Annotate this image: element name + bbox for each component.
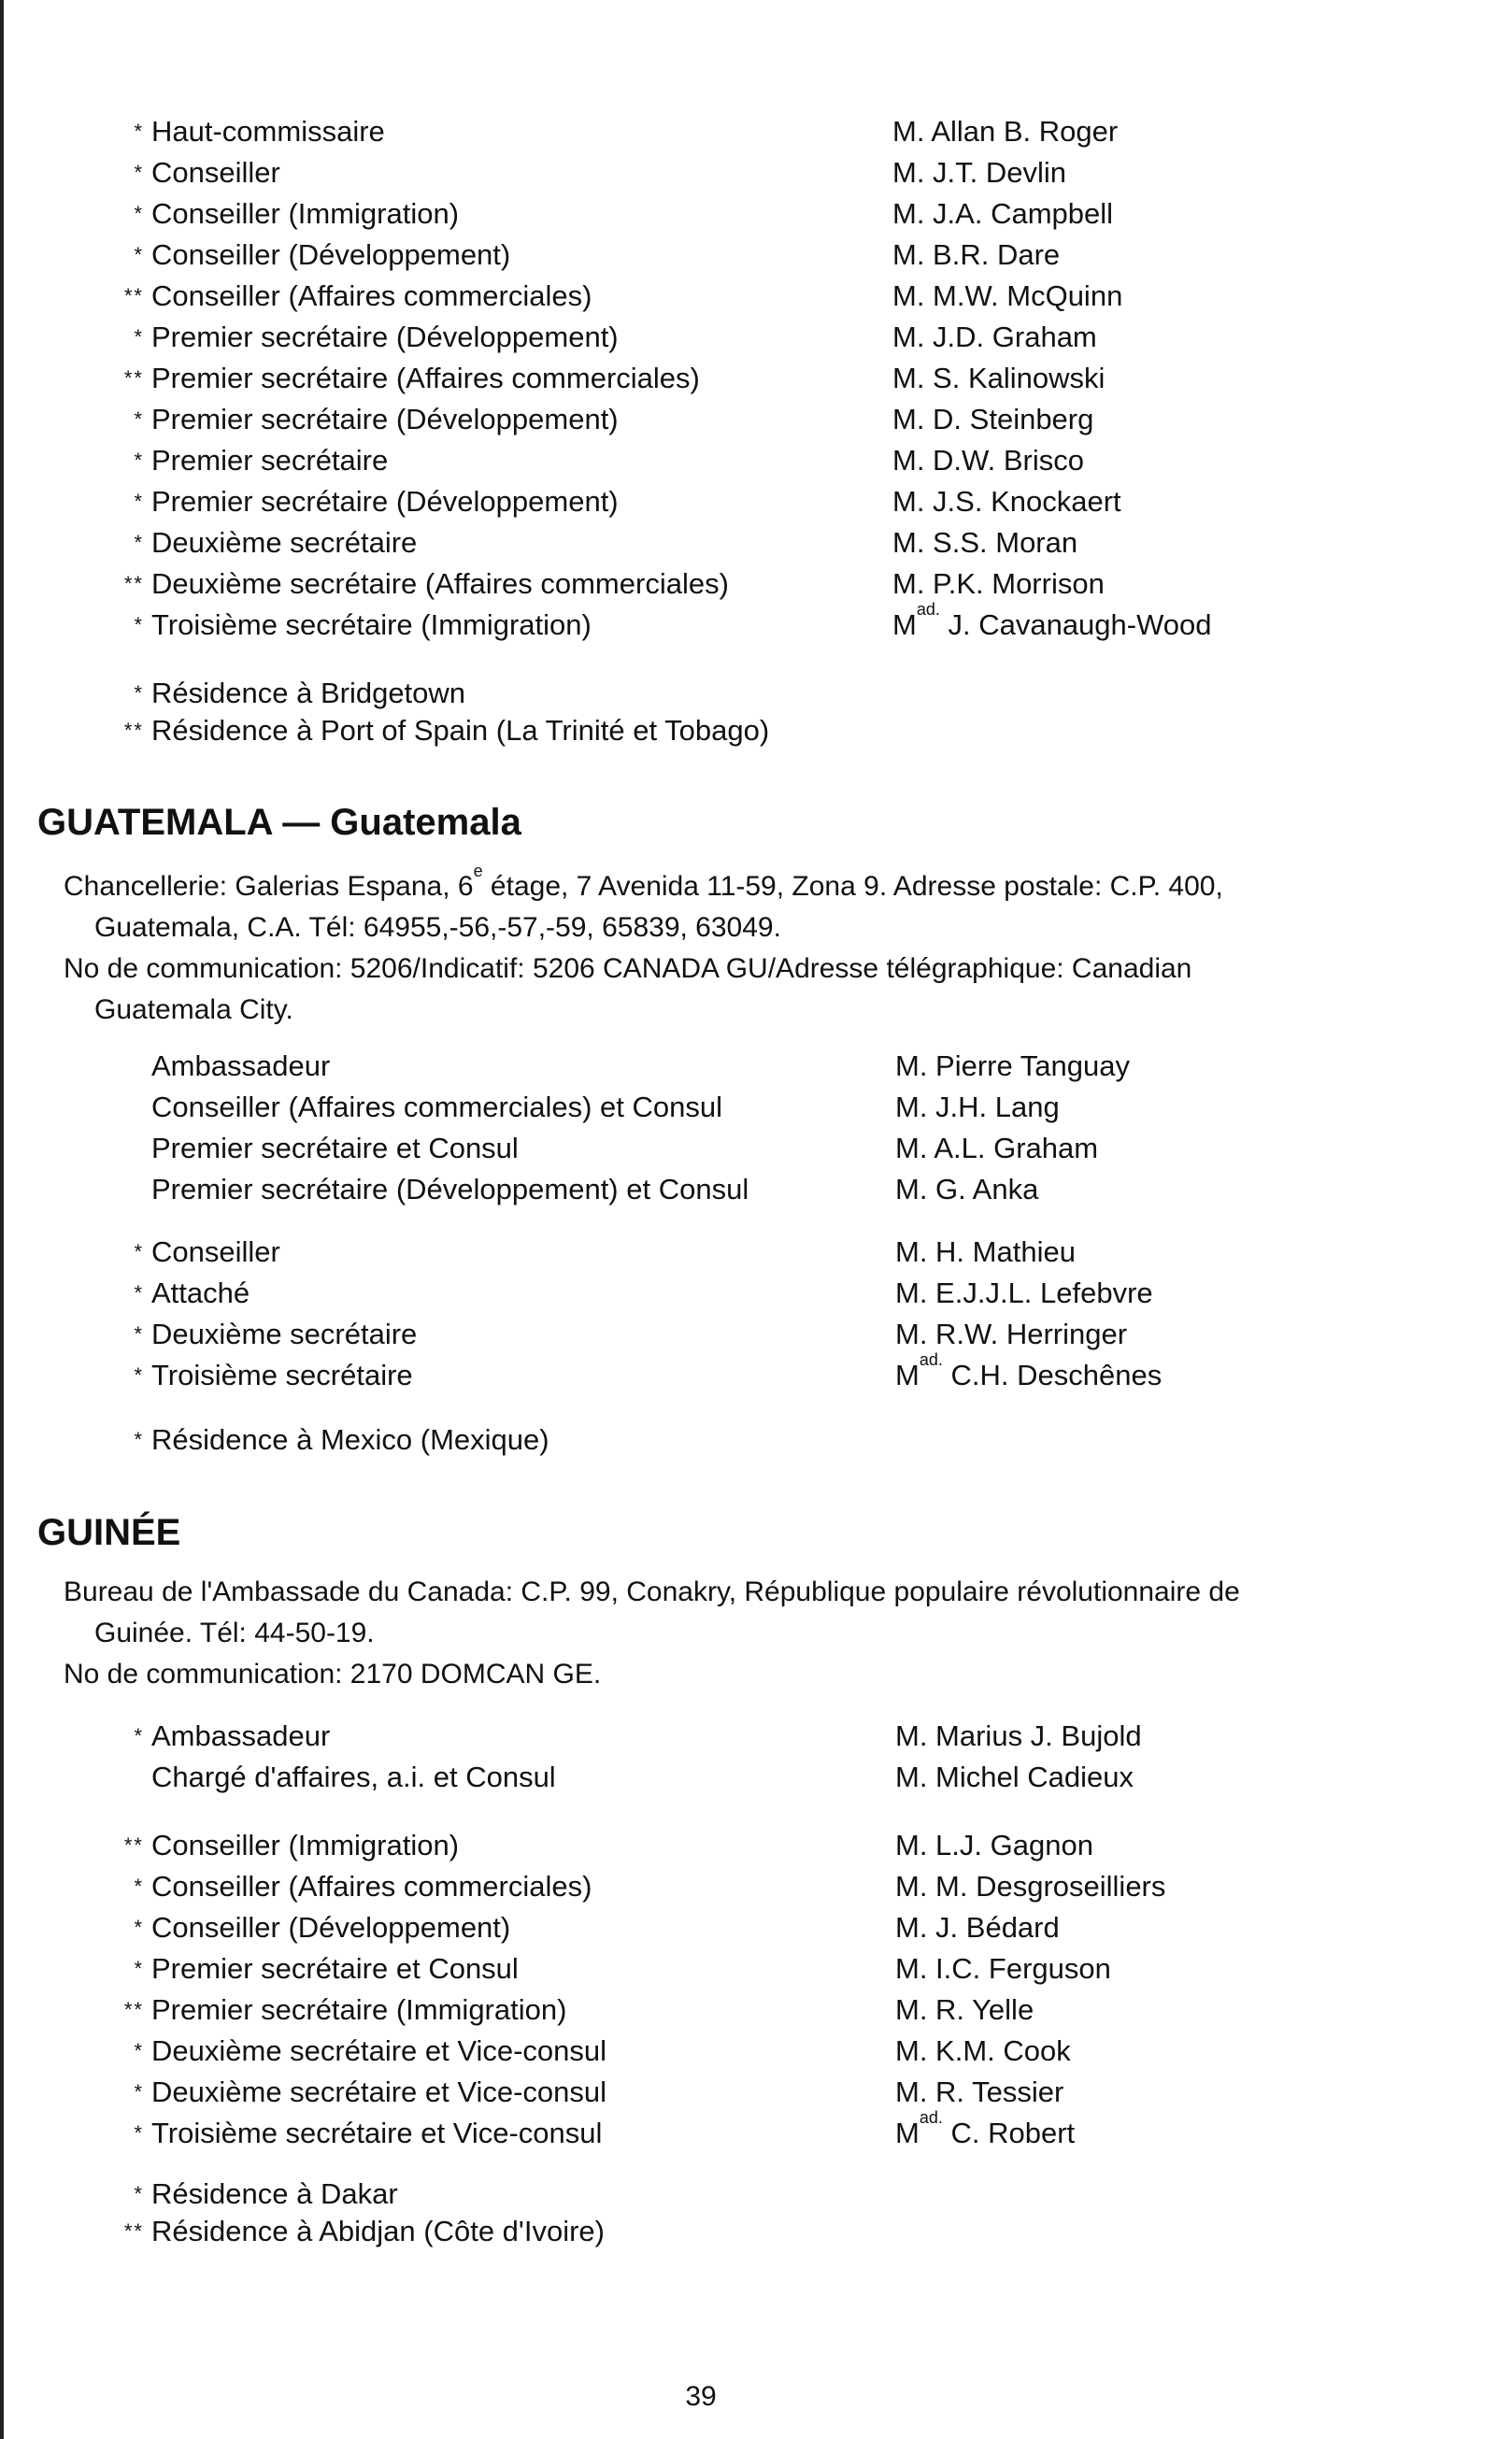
staff-row	[0, 1046, 1512, 1087]
guatemala-residence	[0, 1419, 1512, 1461]
guinee-staff	[0, 1825, 1512, 2154]
staff-row	[0, 1314, 1512, 1355]
staff-title: Conseiller (Développement)	[151, 238, 511, 271]
marker: *	[134, 449, 144, 472]
guinee-residences	[0, 2174, 1512, 2248]
staff-title: Conseiller (Immigration)	[151, 197, 460, 230]
staff-row	[0, 1948, 1512, 1990]
guinee-staff-head	[0, 1716, 1512, 1798]
staff-row	[0, 1716, 1512, 1757]
staff-row	[0, 111, 1512, 152]
staff-title: Premier secrétaire	[151, 444, 389, 477]
marker: *	[134, 2182, 144, 2205]
staff-name: M. R. Tessier	[895, 2075, 1064, 2108]
address-line	[64, 862, 1353, 907]
staff-row	[0, 235, 1512, 276]
marker: *	[134, 1281, 144, 1305]
top-staff-list	[0, 111, 1512, 646]
staff-row	[0, 1990, 1512, 2031]
marker: *	[134, 243, 144, 266]
address-line: Guatemala City.	[94, 994, 293, 1025]
staff-name: M. S.S. Moran	[892, 526, 1078, 559]
staff-row	[0, 2072, 1512, 2113]
staff-title: Deuxième secrétaire	[151, 526, 418, 559]
staff-name	[895, 2108, 1076, 2154]
staff-row	[0, 1757, 1512, 1798]
staff-row	[0, 563, 1512, 605]
staff-name: M. Pierre Tanguay	[895, 1049, 1130, 1082]
residence-row	[0, 673, 1512, 710]
staff-title: Conseiller	[151, 156, 280, 189]
marker: *	[134, 613, 144, 636]
staff-title: Conseiller	[151, 1235, 280, 1268]
staff-name: M. K.M. Cook	[895, 2034, 1071, 2067]
name-prefix: M	[892, 608, 917, 641]
address-line: Guinée. Tél: 44-50-19.	[94, 1618, 375, 1648]
residence-text: Résidence à Bridgetown	[151, 677, 466, 709]
staff-name: M. R.W. Herringer	[895, 1318, 1128, 1350]
staff-row	[0, 440, 1512, 481]
staff-title: Premier secrétaire (Immigration)	[151, 1993, 567, 2026]
address-line: No de communication: 5206/Indicatif: 5206 CANADA GU/Adresse télégraphique: Canadian	[64, 953, 1192, 984]
staff-name: M. P.K. Morrison	[892, 567, 1105, 600]
marker: *	[134, 120, 144, 143]
staff-title: Premier secrétaire (Développement)	[151, 403, 619, 435]
staff-title: Ambassadeur	[151, 1049, 331, 1082]
guatemala-staff-resident	[0, 1232, 1512, 1396]
staff-title: Conseiller (Développement)	[151, 1911, 511, 1944]
name-sup: ad.	[919, 1350, 943, 1369]
marker: **	[123, 572, 144, 595]
name-text: C. Robert	[950, 2117, 1076, 2149]
residence-text: Résidence à Mexico (Mexique)	[151, 1423, 549, 1456]
marker: *	[134, 1875, 144, 1898]
residence-row	[0, 2211, 1512, 2248]
staff-row	[0, 317, 1512, 358]
staff-row	[0, 2031, 1512, 2072]
marker: *	[134, 2080, 144, 2104]
staff-name: M. I.C. Ferguson	[895, 1952, 1111, 1985]
staff-title: Premier secrétaire et Consul	[151, 1132, 519, 1164]
marker: *	[134, 2039, 144, 2062]
staff-row	[0, 193, 1512, 235]
staff-title: Conseiller (Affaires commerciales)	[151, 1870, 592, 1903]
staff-name: M. J. Bédard	[895, 1911, 1060, 1944]
staff-title: Premier secrétaire (Développement)	[151, 485, 619, 518]
residence-row	[0, 2174, 1512, 2211]
marker: **	[123, 1998, 144, 2021]
marker: **	[123, 366, 144, 390]
marker: **	[123, 1833, 144, 1857]
staff-name: M. G. Anka	[895, 1173, 1039, 1205]
address-text: Chancellerie: Galerias Espana, 6	[64, 871, 474, 902]
address-text: étage, 7 Avenida 11-59, Zona 9. Adresse postale: C.P. 400,	[482, 871, 1223, 902]
address-sup: e	[473, 862, 483, 880]
marker: *	[134, 681, 144, 705]
staff-name: M. L.J. Gagnon	[895, 1829, 1093, 1861]
name-prefix: M	[895, 1359, 920, 1391]
section-heading-guatemala: GUATEMALA — Guatemala	[37, 802, 521, 843]
staff-row	[0, 1866, 1512, 1907]
residence-row	[0, 1419, 1512, 1461]
marker: *	[134, 1916, 144, 1939]
staff-title: Premier secrétaire (Développement)	[151, 321, 619, 353]
marker: *	[134, 202, 144, 225]
residence-text: Résidence à Port of Spain (La Trinité et Tobago)	[151, 714, 770, 747]
marker: *	[134, 2121, 144, 2145]
staff-name: M. D.W. Brisco	[892, 444, 1084, 477]
staff-title: Premier secrétaire (Affaires commerciales)	[151, 362, 700, 394]
marker: *	[134, 1428, 144, 1451]
residence-text: Résidence à Abidjan (Côte d'Ivoire)	[151, 2215, 605, 2247]
staff-name: M. J.D. Graham	[892, 321, 1097, 353]
top-residences	[0, 673, 1512, 748]
name-text: J. Cavanaugh-Wood	[948, 608, 1212, 641]
staff-name: M. J.H. Lang	[895, 1091, 1060, 1123]
staff-title: Deuxième secrétaire et Vice-consul	[151, 2034, 607, 2067]
staff-title: Haut-commissaire	[151, 115, 385, 148]
staff-row	[0, 1825, 1512, 1866]
staff-name: M. S. Kalinowski	[892, 362, 1105, 394]
marker: *	[134, 161, 144, 184]
address-line: Guatemala, C.A. Tél: 64955,-56,-57,-59, 65839, 63049.	[94, 912, 781, 943]
staff-row	[0, 1907, 1512, 1948]
staff-row	[0, 481, 1512, 522]
staff-title: Deuxième secrétaire et Vice-consul	[151, 2075, 607, 2108]
staff-title: Troisième secrétaire	[151, 1359, 413, 1391]
guatemala-staff-local	[0, 1046, 1512, 1210]
staff-row	[0, 1232, 1512, 1273]
staff-row	[0, 152, 1512, 193]
staff-title: Conseiller (Affaires commerciales) et Consul	[151, 1091, 723, 1123]
marker: *	[134, 1322, 144, 1346]
marker: *	[134, 1724, 144, 1747]
staff-name: M. R. Yelle	[895, 1993, 1034, 2026]
marker: *	[134, 531, 144, 554]
staff-name	[895, 1350, 1163, 1396]
name-text: C.H. Deschênes	[950, 1359, 1163, 1391]
staff-name: M. E.J.J.L. Lefebvre	[895, 1277, 1153, 1309]
staff-name: M. J.S. Knockaert	[892, 485, 1121, 518]
address-line: Bureau de l'Ambassade du Canada: C.P. 99, Conakry, République populaire révolutionnaire de	[64, 1576, 1240, 1607]
staff-row	[0, 1169, 1512, 1210]
staff-name: M. Marius J. Bujold	[895, 1719, 1142, 1752]
staff-name: M. A.L. Graham	[895, 1132, 1099, 1164]
staff-name	[892, 600, 1212, 646]
staff-name: M. M.W. McQuinn	[892, 279, 1123, 312]
staff-name: M. J.T. Devlin	[892, 156, 1067, 189]
name-sup: ad.	[916, 600, 940, 619]
name-prefix: M	[895, 2117, 920, 2149]
guinee-address	[64, 1572, 1353, 1695]
staff-title: Deuxième secrétaire	[151, 1318, 418, 1350]
marker: *	[134, 407, 144, 431]
address-line: No de communication: 2170 DOMCAN GE.	[64, 1659, 602, 1690]
staff-title: Troisième secrétaire (Immigration)	[151, 608, 592, 641]
staff-row	[0, 1273, 1512, 1314]
staff-row	[0, 1350, 1512, 1396]
staff-name: M. H. Mathieu	[895, 1235, 1076, 1268]
staff-title: Premier secrétaire et Consul	[151, 1952, 519, 1985]
marker: **	[123, 719, 144, 742]
marker: *	[134, 1240, 144, 1263]
marker: *	[134, 1363, 144, 1387]
staff-title: Troisième secrétaire et Vice-consul	[151, 2117, 603, 2149]
staff-title: Conseiller (Affaires commerciales)	[151, 279, 592, 312]
marker: *	[134, 325, 144, 349]
staff-title: Premier secrétaire (Développement) et Consul	[151, 1173, 749, 1205]
staff-row	[0, 399, 1512, 440]
staff-name: M. D. Steinberg	[892, 403, 1094, 435]
staff-name: M. Allan B. Roger	[892, 115, 1119, 148]
staff-name: M. J.A. Campbell	[892, 197, 1114, 230]
staff-title: Attaché	[151, 1277, 250, 1309]
staff-row	[0, 600, 1512, 646]
staff-name: M. M. Desgroseilliers	[895, 1870, 1166, 1903]
staff-row	[0, 358, 1512, 399]
staff-row	[0, 276, 1512, 317]
staff-title: Deuxième secrétaire (Affaires commerciales)	[151, 567, 729, 600]
page-number: 39	[685, 2381, 717, 2412]
staff-row	[0, 2108, 1512, 2154]
staff-row	[0, 1128, 1512, 1169]
marker: **	[123, 284, 144, 307]
residence-text: Résidence à Dakar	[151, 2177, 398, 2210]
marker: **	[123, 2219, 144, 2243]
marker: *	[134, 490, 144, 513]
guatemala-address	[64, 862, 1353, 1031]
staff-title: Chargé d'affaires, a.i. et Consul	[151, 1761, 556, 1793]
staff-row	[0, 1087, 1512, 1128]
section-heading-guinee: GUINÉE	[37, 1512, 181, 1553]
staff-title: Conseiller (Immigration)	[151, 1829, 460, 1861]
residence-row	[0, 710, 1512, 748]
staff-row	[0, 522, 1512, 563]
staff-name: M. Michel Cadieux	[895, 1761, 1134, 1793]
staff-title: Ambassadeur	[151, 1719, 331, 1752]
staff-name: M. B.R. Dare	[892, 238, 1061, 271]
marker: *	[134, 1957, 144, 1980]
name-sup: ad.	[919, 2108, 943, 2127]
